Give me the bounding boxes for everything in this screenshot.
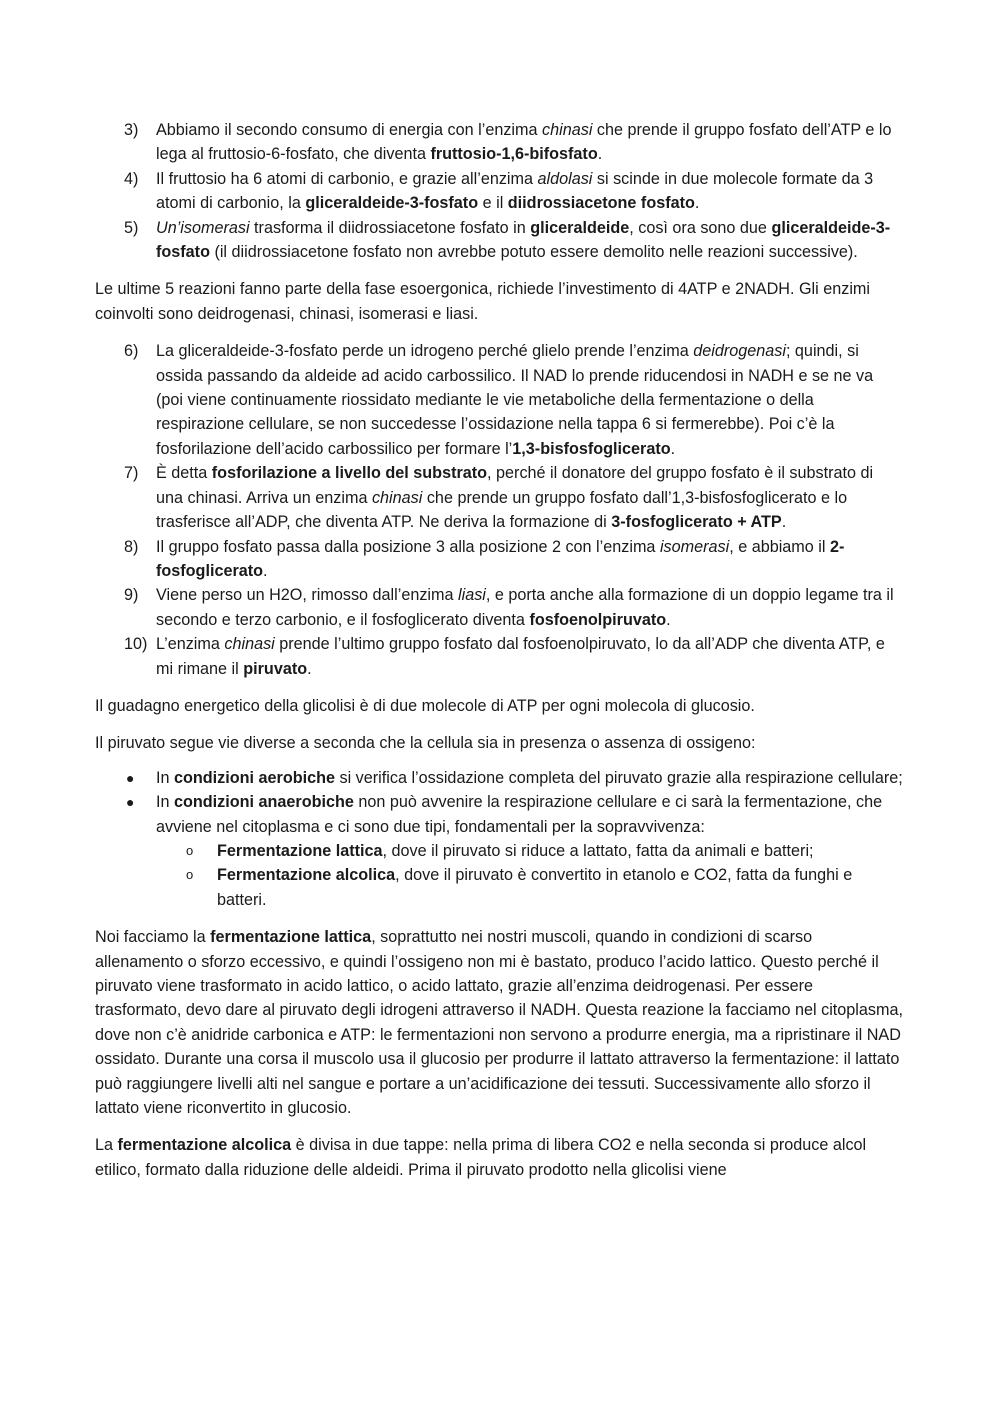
glycolysis-steps-6-10	[95, 339, 903, 681]
list-number: 6)	[124, 342, 139, 361]
list-item: 9) Viene perso un H2O, rimosso dall’enzima liasi, e porta anche alla formazione di un doppio legame tra il secondo e terzo carbonio, e il fosfoglicerato diventa fosfoenolpiruvato.	[95, 583, 903, 632]
sub-list-fermentation	[156, 839, 903, 912]
paragraph-fermentazione-alcolica: La fermentazione alcolica è divisa in due tappe: nella prima di libera CO2 e nella seconda si produce alcol etilico, formato dalla riduzione delle aldeidi. Prima il piruvato prodotto nella glicolisi viene	[95, 1136, 867, 1179]
list-number: 10)	[124, 635, 148, 654]
paragraph-esoergonica: Le ultime 5 reazioni fanno parte della fase esoergonica, richiede l’investimento di 4ATP e 2NADH. Gli enzimi coinvolti sono deidrogenasi, chinasi, isomerasi e liasi.	[95, 280, 870, 323]
list-number: 9)	[124, 586, 139, 605]
bullet-list-conditions	[95, 766, 903, 912]
sub-list-item: o Fermentazione lattica, dove il piruvato si riduce a lattato, fatta da animali e batteri;	[156, 839, 903, 863]
list-number: 4)	[124, 169, 139, 188]
list-item: 3) Abbiamo il secondo consumo di energia con l’enzima chinasi che prende il gruppo fosfato dell’ATP e lo lega al fruttosio-6-fosfato, che diventa fruttosio-1,6-bifosfato.	[95, 118, 903, 167]
sub-list-item: o Fermentazione alcolica, dove il piruvato è convertito in etanolo e CO2, fatta da funghi e batteri.	[156, 863, 903, 912]
list-number: 3)	[124, 121, 139, 139]
list-item: 6) La gliceraldeide-3-fosfato perde un idrogeno perché glielo prende l’enzima deidrogenasi; quindi, si ossida passando da aldeide ad acido carbossilico. Il NAD lo prende riducendosi in NADH e se ne va (poi viene continuamente riossidato mediante le vie metaboliche della fermentazione o della respirazione cellulare, se non succedesse l’ossidazione nella tappa 6 si fermerebbe). Poi c’è la fosforilazione dell’acido carbossilico per formare l’1,3-bisfosfoglicerato.	[95, 339, 903, 461]
circle-bullet-icon: o	[186, 867, 194, 883]
circle-bullet-icon: o	[186, 842, 194, 858]
paragraph-piruvato: Il piruvato segue vie diverse a seconda che la cellula sia in presenza o assenza di ossigeno:	[95, 734, 756, 753]
list-number: 7)	[124, 464, 139, 483]
list-item: 10) L’enzima chinasi prende l’ultimo gruppo fosfato dal fosfoenolpiruvato, lo da all’ADP che diventa ATP, e mi rimane il piruvato.	[95, 632, 903, 681]
list-number: 8)	[124, 537, 139, 556]
list-item: 8) Il gruppo fosfato passa dalla posizione 3 alla posizione 2 con l’enzima isomerasi, e abbiamo il 2-fosfoglicerato.	[95, 535, 903, 584]
list-item: 5) Un’isomerasi trasforma il diidrossiacetone fosfato in gliceraldeide, così ora sono due gliceraldeide-3-fosfato (il diidrossiacetone fosfato non avrebbe potuto essere demolito nelle reazioni successive).	[95, 216, 903, 265]
list-item: ● In condizioni anaerobiche non può avvenire la respirazione cellulare e ci sarà la fermentazione, che avviene nel citoplasma e ci sono due tipi, fondamentali per la sopravvivenza: o Fermentazione lattica, dove il piruvato si riduce a lattato, fatta da animali e batteri; o Fermentazione alcolica, dove il piruvato è convertito in etanolo e CO2, fatta da funghi e batteri.	[95, 790, 903, 912]
list-number: 5)	[124, 218, 139, 237]
list-item: 7) È detta fosforilazione a livello del substrato, perché il donatore del gruppo fosfato è il substrato di una chinasi. Arriva un enzima chinasi che prende un gruppo fosfato dall’1,3-bisfosfoglicerato e lo trasferisce all’ADP, che diventa ATP. Ne deriva la formazione di 3-fosfoglicerato + ATP.	[95, 461, 903, 534]
paragraph-guadagno: Il guadagno energetico della glicolisi è di due molecole di ATP per ogni molecola di glucosio.	[95, 696, 755, 715]
bullet-icon: ●	[126, 794, 135, 811]
paragraph-fermentazione-lattica: Noi facciamo la fermentazione lattica, soprattutto nei nostri muscoli, quando in condizioni di scarso allenamento o sforzo eccessivo, e quindi l’ossigeno non mi è bastato, produco l’acido lattico. Questo perché il piruvato viene trasformato in acido lattico, o acido lattato, grazie all’enzima deidrogenasi. Per essere trasformato, devo dare al piruvato degli idrogeni attraverso il NADH. Questa reazione la facciamo nel citoplasma, dove non c’è anidride carbonica e ATP: le fermentazioni non servono a produrre energia, ma a ripristinare il NAD ossidato. Durante una corsa il muscolo usa il glucosio per produrre il lattato attraverso la fermentazione: il lattato può raggiungere livelli alti nel sangue e portare a un’acidificazione dei tessuti. Successivamente allo sforzo il lattato viene riconvertito in glucosio.	[95, 928, 903, 1118]
bullet-icon: ●	[126, 769, 135, 786]
document-page	[95, 118, 903, 1192]
list-item: 4) Il fruttosio ha 6 atomi di carbonio, e grazie all’enzima aldolasi si scinde in due molecole formate da 3 atomi di carbonio, la gliceraldeide-3-fosfato e il diidrossiacetone fosfato.	[95, 167, 903, 216]
glycolysis-steps-3-5	[95, 118, 903, 264]
list-item: ● In condizioni aerobiche si verifica l’ossidazione completa del piruvato grazie alla respirazione cellulare;	[95, 766, 903, 790]
